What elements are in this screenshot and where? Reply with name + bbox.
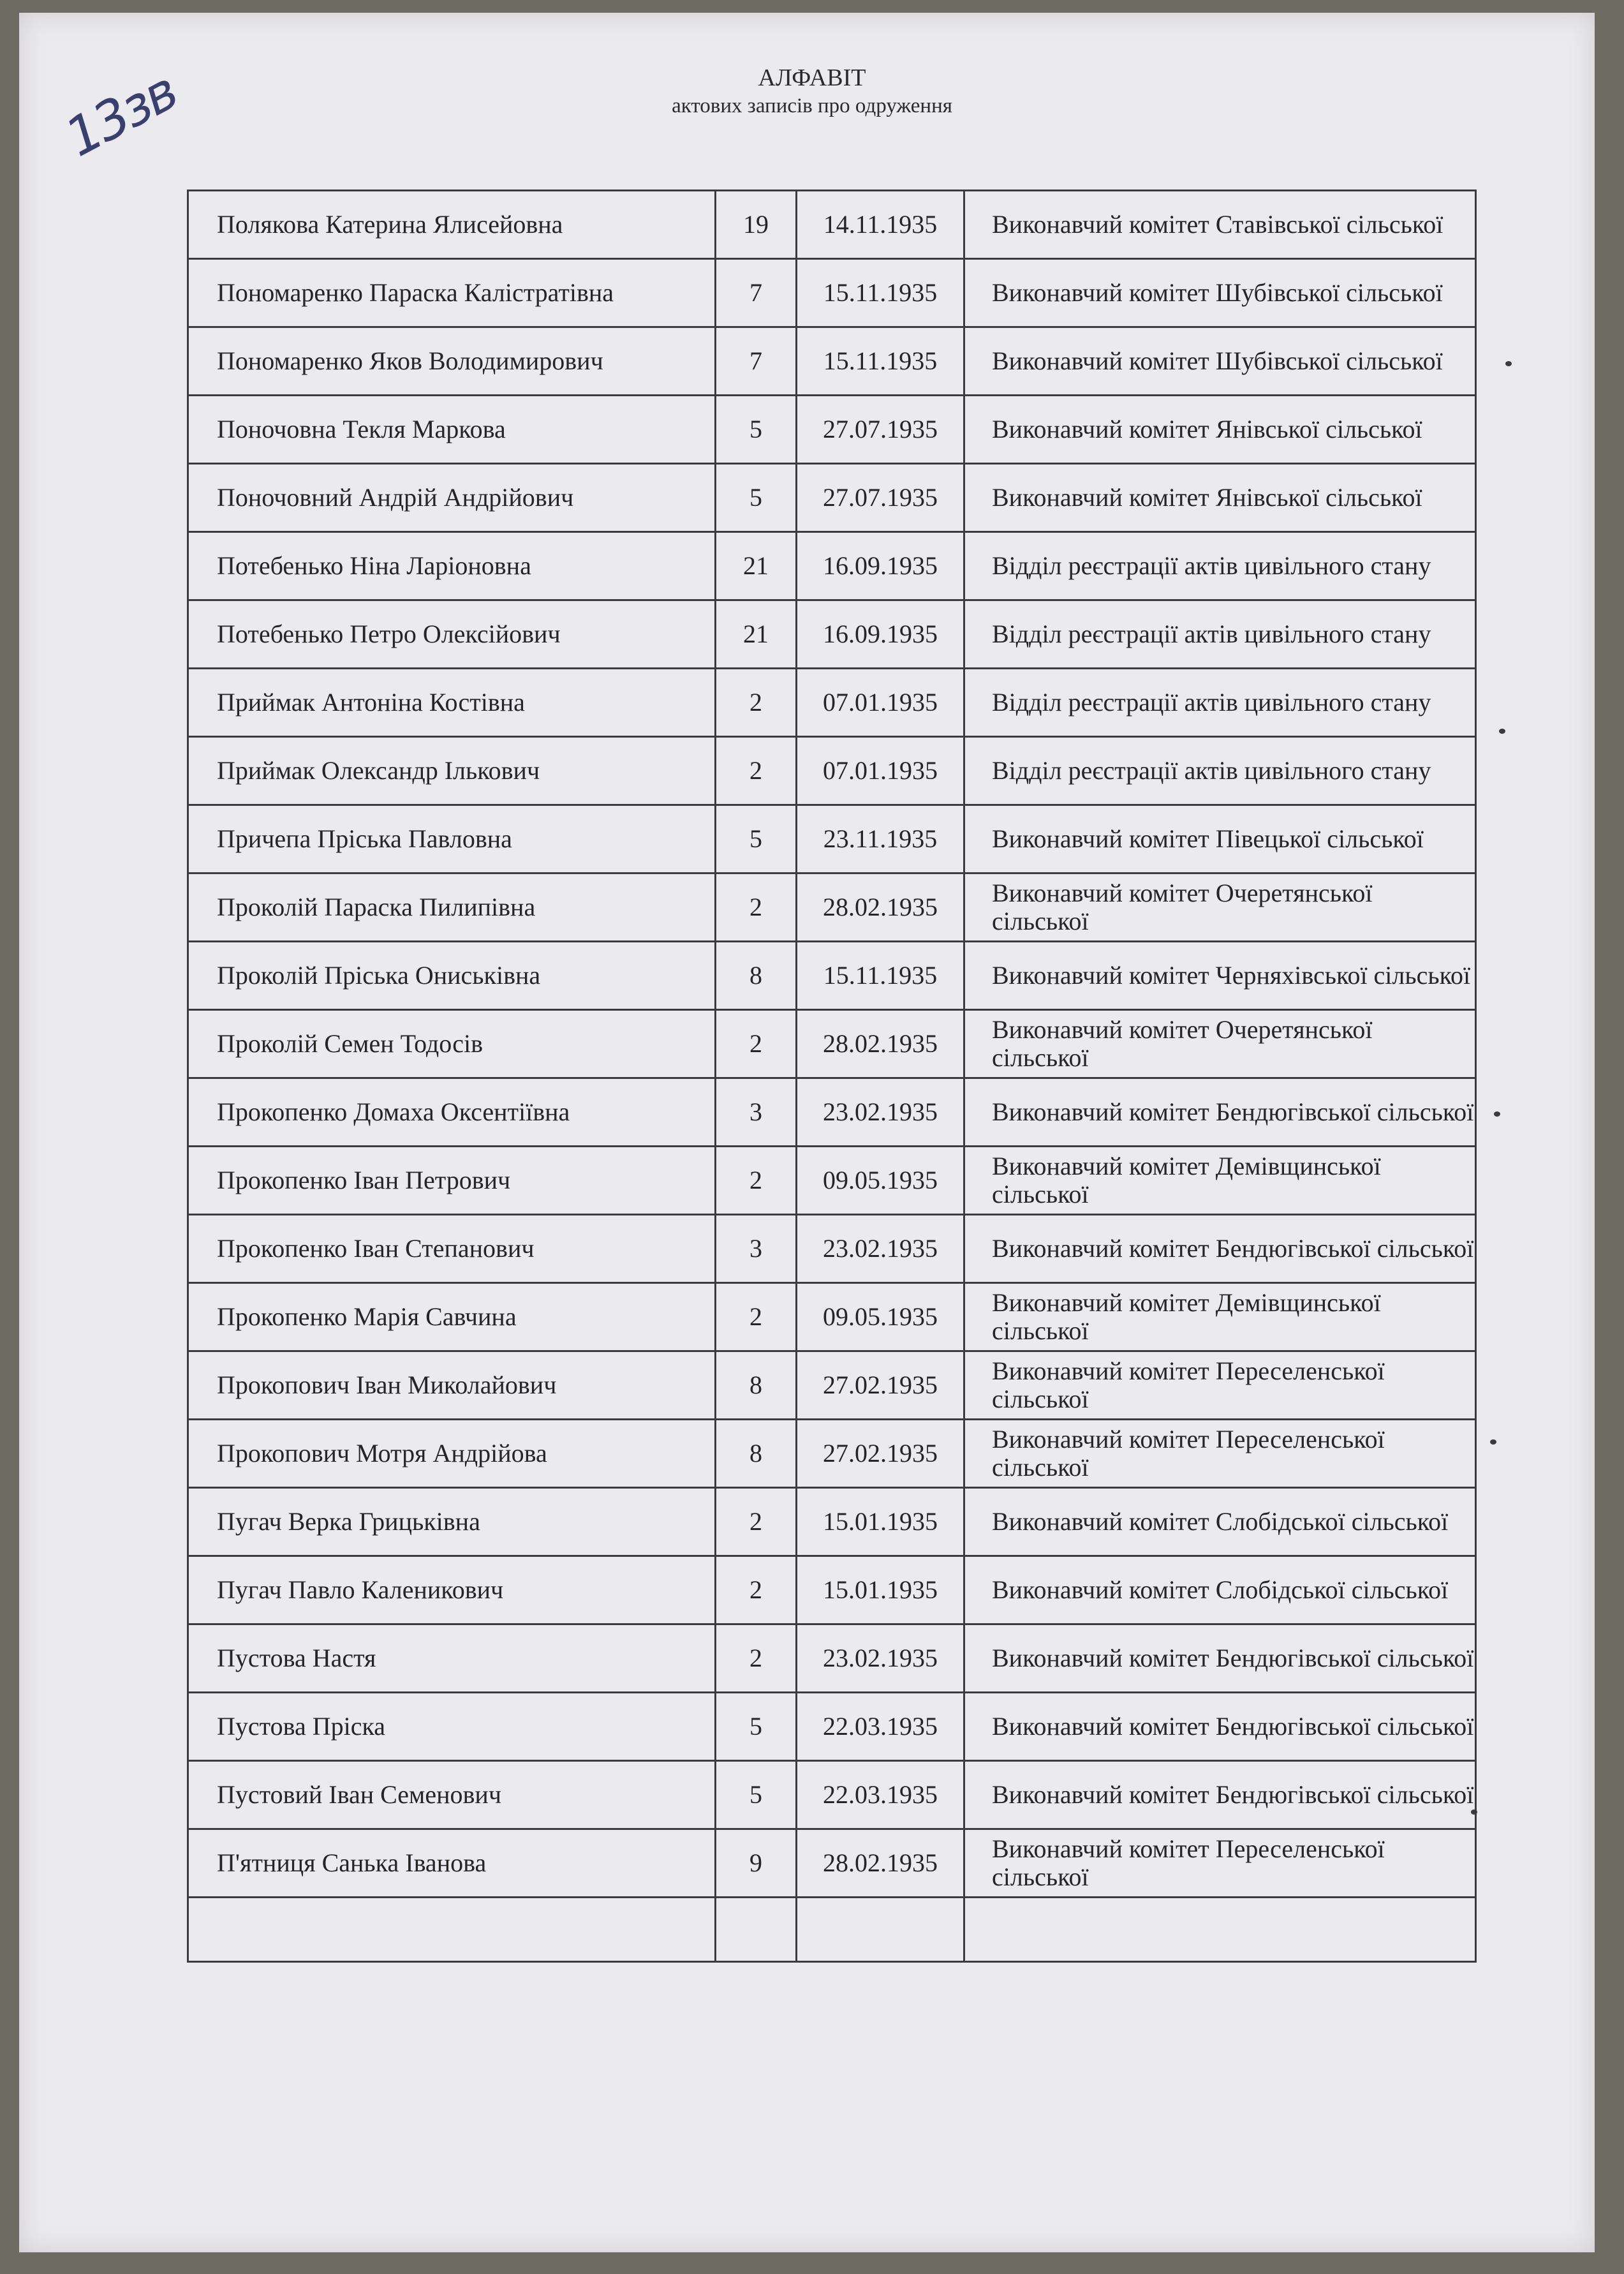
- record-number-cell-text: 3: [749, 1234, 762, 1263]
- person-name-cell: [188, 737, 716, 805]
- registry-office-cell: [964, 464, 1476, 532]
- person-name-cell-text: Потебенько Петро Олексійович: [217, 620, 561, 648]
- registry-office-cell: [964, 259, 1476, 327]
- person-name-cell: [188, 1761, 716, 1829]
- record-date-cell: [797, 464, 964, 532]
- registry-office-cell-text: Відділ реєстрації актів цивільного стану: [992, 620, 1431, 648]
- record-date-cell-text: 22.03.1935: [823, 1780, 938, 1809]
- record-number-cell: [716, 327, 797, 396]
- record-number-cell-text: 5: [749, 1712, 762, 1741]
- scan-speck: [1490, 1439, 1496, 1445]
- registry-office-cell-text: Виконавчий комітет Янівської сільської: [992, 483, 1422, 512]
- table-row: [188, 1147, 1476, 1215]
- table-row: [188, 1488, 1476, 1556]
- scan-speck: [1499, 729, 1505, 734]
- record-number-cell: [716, 1078, 797, 1147]
- record-number-cell-text: 2: [749, 1575, 762, 1604]
- registry-office-cell-text: Виконавчий комітет Очеретянської сільської: [992, 1015, 1373, 1072]
- registry-office-cell: [964, 1556, 1476, 1624]
- record-date-cell-text: 15.11.1935: [823, 961, 938, 990]
- person-name-cell-text: Поночовна Текля Маркова: [217, 415, 506, 443]
- record-date-cell: [797, 669, 964, 737]
- register-table-body: [188, 191, 1476, 1962]
- table-row: [188, 1215, 1476, 1283]
- table-row: [188, 532, 1476, 600]
- registry-office-cell: [964, 396, 1476, 464]
- table-row: [188, 396, 1476, 464]
- record-date-cell: [797, 1693, 964, 1761]
- registry-office-cell: [964, 805, 1476, 873]
- registry-office-cell: [964, 1010, 1476, 1078]
- record-date-cell: [797, 942, 964, 1010]
- registry-office-cell: [964, 737, 1476, 805]
- record-date-cell-text: 15.11.1935: [823, 346, 938, 375]
- empty-cell: [716, 1898, 797, 1962]
- person-name-cell-text: Проколій Семен Тодосів: [217, 1029, 484, 1058]
- record-number-cell: [716, 1624, 797, 1693]
- record-date-cell-text: 15.01.1935: [823, 1575, 938, 1604]
- person-name-cell-text: Приймак Антоніна Костівна: [217, 688, 525, 717]
- person-name-cell-text: Проколій Пріська Ониськівна: [217, 961, 541, 990]
- person-name-cell: [188, 873, 716, 942]
- registry-office-cell-text: Виконавчий комітет Шубівської сільської: [992, 346, 1443, 375]
- record-date-cell: [797, 873, 964, 942]
- table-row: [188, 1761, 1476, 1829]
- person-name-cell: [188, 1215, 716, 1283]
- record-number-cell: [716, 1283, 797, 1351]
- marriage-register-table: [187, 190, 1477, 1963]
- registry-office-cell: [964, 1761, 1476, 1829]
- table-row: [188, 259, 1476, 327]
- record-number-cell-text: 5: [749, 483, 762, 512]
- registry-office-cell-text: Виконавчий комітет Переселенської сільської: [992, 1834, 1385, 1891]
- person-name-cell-text: Потебенько Ніна Ларіоновна: [217, 551, 531, 580]
- registry-office-cell: [964, 1351, 1476, 1420]
- record-number-cell-text: 3: [749, 1097, 762, 1126]
- person-name-cell-text: Прокопенко Іван Степанович: [217, 1234, 535, 1263]
- person-name-cell-text: Пономаренко Яков Володимирович: [217, 346, 603, 375]
- person-name-cell-text: Пустовий Іван Семенович: [217, 1780, 501, 1809]
- record-date-cell-text: 27.02.1935: [823, 1439, 938, 1468]
- record-date-cell: [797, 327, 964, 396]
- record-date-cell: [797, 600, 964, 669]
- record-number-cell: [716, 942, 797, 1010]
- table-row: [188, 1283, 1476, 1351]
- person-name-cell-text: П'ятниця Санька Іванова: [217, 1848, 487, 1877]
- registry-office-cell-text: Виконавчий комітет Бендюгівської сільської: [992, 1644, 1474, 1672]
- record-date-cell: [797, 1488, 964, 1556]
- record-number-cell-text: 21: [743, 620, 769, 648]
- record-date-cell-text: 28.02.1935: [823, 1029, 938, 1058]
- registry-office-cell-text: Відділ реєстрації актів цивільного стану: [992, 688, 1431, 717]
- registry-office-cell: [964, 1215, 1476, 1283]
- record-date-cell-text: 23.11.1935: [823, 824, 938, 853]
- scan-speck: [1505, 361, 1512, 366]
- registry-office-cell: [964, 600, 1476, 669]
- record-number-cell: [716, 396, 797, 464]
- registry-office-cell: [964, 1693, 1476, 1761]
- person-name-cell-text: Проколій Параска Пилипівна: [217, 893, 536, 921]
- person-name-cell: [188, 942, 716, 1010]
- record-date-cell-text: 27.02.1935: [823, 1371, 938, 1399]
- record-date-cell-text: 23.02.1935: [823, 1097, 938, 1126]
- record-date-cell-text: 14.11.1935: [823, 210, 938, 239]
- registry-office-cell-text: Виконавчий комітет Ставівської сільської: [992, 210, 1443, 239]
- record-number-cell-text: 2: [749, 1166, 762, 1194]
- record-date-cell: [797, 1420, 964, 1488]
- registry-office-cell-text: Виконавчий комітет Переселенської сільської: [992, 1425, 1385, 1482]
- registry-office-cell-text: Виконавчий комітет Очеретянської сільської: [992, 879, 1373, 935]
- registry-office-cell-text: Виконавчий комітет Переселенської сільської: [992, 1356, 1385, 1413]
- record-number-cell-text: 5: [749, 824, 762, 853]
- person-name-cell-text: Пономаренко Параска Калістратівна: [217, 278, 614, 307]
- registry-office-cell: [964, 191, 1476, 259]
- registry-office-cell-text: Виконавчий комітет Янівської сільської: [992, 415, 1422, 443]
- person-name-cell: [188, 1556, 716, 1624]
- person-name-cell: [188, 805, 716, 873]
- registry-office-cell-text: Відділ реєстрації актів цивільного стану: [992, 551, 1431, 580]
- person-name-cell-text: Прокопенко Марія Савчина: [217, 1302, 517, 1331]
- registry-office-cell-text: Виконавчий комітет Бендюгівської сільської: [992, 1780, 1474, 1809]
- registry-office-cell: [964, 942, 1476, 1010]
- record-number-cell-text: 2: [749, 688, 762, 717]
- person-name-cell: [188, 327, 716, 396]
- table-row: [188, 327, 1476, 396]
- scan-speck: [1494, 1111, 1500, 1117]
- registry-office-cell-text: Виконавчий комітет Слобідської сільської: [992, 1575, 1449, 1604]
- person-name-cell: [188, 1283, 716, 1351]
- record-date-cell-text: 27.07.1935: [823, 483, 938, 512]
- record-date-cell: [797, 1556, 964, 1624]
- record-date-cell: [797, 1351, 964, 1420]
- record-number-cell: [716, 737, 797, 805]
- person-name-cell-text: Пустова Настя: [217, 1644, 376, 1672]
- record-date-cell-text: 27.07.1935: [823, 415, 938, 443]
- scan-speck: [1471, 1810, 1477, 1815]
- table-row: [188, 873, 1476, 942]
- record-date-cell-text: 15.11.1935: [823, 278, 938, 307]
- record-date-cell: [797, 805, 964, 873]
- record-date-cell: [797, 259, 964, 327]
- table-row: [188, 464, 1476, 532]
- person-name-cell-text: Приймак Олександр Ількович: [217, 756, 540, 785]
- registry-office-cell-text: Виконавчий комітет Півецької сільської: [992, 824, 1424, 853]
- record-number-cell: [716, 1215, 797, 1283]
- record-number-cell: [716, 1010, 797, 1078]
- record-date-cell: [797, 1010, 964, 1078]
- person-name-cell-text: Полякова Катерина Ялисейовна: [217, 210, 563, 239]
- registry-office-cell: [964, 1829, 1476, 1898]
- table-row: [188, 1351, 1476, 1420]
- table-row: [188, 600, 1476, 669]
- person-name-cell: [188, 1420, 716, 1488]
- record-number-cell-text: 8: [749, 1439, 762, 1468]
- record-number-cell-text: 8: [749, 1371, 762, 1399]
- person-name-cell-text: Поночовний Андрій Андрійович: [217, 483, 574, 512]
- person-name-cell: [188, 191, 716, 259]
- table-row: [188, 805, 1476, 873]
- person-name-cell-text: Пустова Пріска: [217, 1712, 386, 1741]
- record-number-cell-text: 19: [743, 210, 769, 239]
- record-number-cell-text: 7: [749, 278, 762, 307]
- empty-cell: [964, 1898, 1476, 1962]
- registry-office-cell-text: Виконавчий комітет Бендюгівської сільської: [992, 1234, 1474, 1263]
- person-name-cell: [188, 669, 716, 737]
- record-date-cell: [797, 1215, 964, 1283]
- record-date-cell-text: 23.02.1935: [823, 1234, 938, 1263]
- record-date-cell-text: 09.05.1935: [823, 1302, 938, 1331]
- table-row: [188, 1829, 1476, 1898]
- record-date-cell-text: 07.01.1935: [823, 688, 938, 717]
- person-name-cell-text: Пугач Верка Грицьківна: [217, 1507, 480, 1536]
- record-date-cell: [797, 1624, 964, 1693]
- document-title: АЛФАВІТ: [758, 64, 866, 91]
- record-number-cell: [716, 873, 797, 942]
- table-row: [188, 1624, 1476, 1693]
- person-name-cell: [188, 1078, 716, 1147]
- registry-office-cell-text: Виконавчий комітет Слобідської сільської: [992, 1507, 1449, 1536]
- registry-office-cell: [964, 1078, 1476, 1147]
- registry-office-cell: [964, 1283, 1476, 1351]
- person-name-cell: [188, 1829, 716, 1898]
- record-date-cell: [797, 191, 964, 259]
- registry-office-cell: [964, 1420, 1476, 1488]
- person-name-cell: [188, 396, 716, 464]
- record-number-cell: [716, 1351, 797, 1420]
- record-number-cell-text: 2: [749, 756, 762, 785]
- person-name-cell-text: Пугач Павло Каленикович: [217, 1575, 504, 1604]
- table-row: [188, 1078, 1476, 1147]
- registry-office-cell: [964, 1147, 1476, 1215]
- record-number-cell-text: 5: [749, 1780, 762, 1809]
- record-number-cell: [716, 1829, 797, 1898]
- record-date-cell: [797, 1078, 964, 1147]
- record-number-cell: [716, 464, 797, 532]
- table-row: [188, 1420, 1476, 1488]
- record-date-cell-text: 09.05.1935: [823, 1166, 938, 1194]
- registry-office-cell-text: Виконавчий комітет Бендюгівської сільської: [992, 1712, 1474, 1741]
- person-name-cell: [188, 1488, 716, 1556]
- table-row: [188, 191, 1476, 259]
- person-name-cell-text: Прокопович Іван Миколайович: [217, 1371, 557, 1399]
- handwritten-page-number: 13зв: [55, 61, 186, 169]
- person-name-cell-text: Причепа Пріська Павловна: [217, 824, 512, 853]
- person-name-cell-text: Прокопенко Іван Петрович: [217, 1166, 511, 1194]
- person-name-cell: [188, 600, 716, 669]
- table-row: [188, 1556, 1476, 1624]
- person-name-cell: [188, 259, 716, 327]
- registry-office-cell: [964, 1624, 1476, 1693]
- record-number-cell-text: 2: [749, 1507, 762, 1536]
- record-number-cell-text: 8: [749, 961, 762, 990]
- registry-office-cell: [964, 873, 1476, 942]
- record-date-cell-text: 15.01.1935: [823, 1507, 938, 1536]
- record-date-cell-text: 16.09.1935: [823, 620, 938, 648]
- person-name-cell: [188, 1147, 716, 1215]
- record-date-cell-text: 23.02.1935: [823, 1644, 938, 1672]
- record-date-cell-text: 28.02.1935: [823, 1848, 938, 1877]
- record-number-cell-text: 5: [749, 415, 762, 443]
- registry-office-cell: [964, 1488, 1476, 1556]
- record-number-cell: [716, 805, 797, 873]
- person-name-cell: [188, 1010, 716, 1078]
- record-date-cell: [797, 532, 964, 600]
- empty-cell: [188, 1898, 716, 1962]
- record-number-cell-text: 9: [749, 1848, 762, 1877]
- record-number-cell: [716, 1556, 797, 1624]
- person-name-cell: [188, 532, 716, 600]
- record-number-cell-text: 21: [743, 551, 769, 580]
- person-name-cell: [188, 1693, 716, 1761]
- record-number-cell-text: 2: [749, 1644, 762, 1672]
- registry-office-cell-text: Виконавчий комітет Демівщинської сільської: [992, 1288, 1381, 1345]
- registry-office-cell-text: Виконавчий комітет Бендюгівської сільської: [992, 1097, 1474, 1126]
- registry-office-cell-text: Відділ реєстрації актів цивільного стану: [992, 756, 1431, 785]
- record-number-cell-text: 2: [749, 1302, 762, 1331]
- person-name-cell-text: Прокопович Мотря Андрійова: [217, 1439, 547, 1468]
- record-date-cell-text: 07.01.1935: [823, 756, 938, 785]
- record-number-cell: [716, 532, 797, 600]
- record-date-cell: [797, 396, 964, 464]
- record-number-cell: [716, 600, 797, 669]
- record-number-cell: [716, 669, 797, 737]
- record-date-cell: [797, 1761, 964, 1829]
- registry-office-cell-text: Виконавчий комітет Шубівської сільської: [992, 278, 1443, 307]
- record-date-cell-text: 28.02.1935: [823, 893, 938, 921]
- document-subtitle: актових записів про одруження: [672, 94, 952, 117]
- person-name-cell-text: Прокопенко Домаха Оксентіївна: [217, 1097, 570, 1126]
- record-date-cell: [797, 1829, 964, 1898]
- record-number-cell-text: 2: [749, 893, 762, 921]
- record-date-cell-text: 16.09.1935: [823, 551, 938, 580]
- record-number-cell-text: 2: [749, 1029, 762, 1058]
- person-name-cell: [188, 1624, 716, 1693]
- record-number-cell: [716, 191, 797, 259]
- person-name-cell: [188, 464, 716, 532]
- record-date-cell-text: 22.03.1935: [823, 1712, 938, 1741]
- person-name-cell: [188, 1351, 716, 1420]
- record-number-cell: [716, 259, 797, 327]
- table-row: [188, 1693, 1476, 1761]
- registry-office-cell: [964, 532, 1476, 600]
- empty-table-row: [188, 1898, 1476, 1962]
- record-number-cell-text: 7: [749, 346, 762, 375]
- registry-office-cell-text: Виконавчий комітет Черняхівської сільської: [992, 961, 1471, 990]
- record-number-cell: [716, 1761, 797, 1829]
- record-number-cell: [716, 1147, 797, 1215]
- record-number-cell: [716, 1693, 797, 1761]
- empty-cell: [797, 1898, 964, 1962]
- registry-office-cell: [964, 669, 1476, 737]
- table-row: [188, 1010, 1476, 1078]
- registry-office-cell-text: Виконавчий комітет Демівщинської сільської: [992, 1152, 1381, 1208]
- table-row: [188, 737, 1476, 805]
- record-date-cell: [797, 737, 964, 805]
- table-row: [188, 669, 1476, 737]
- record-date-cell: [797, 1147, 964, 1215]
- record-number-cell: [716, 1488, 797, 1556]
- registry-office-cell: [964, 327, 1476, 396]
- table-row: [188, 942, 1476, 1010]
- record-date-cell: [797, 1283, 964, 1351]
- record-number-cell: [716, 1420, 797, 1488]
